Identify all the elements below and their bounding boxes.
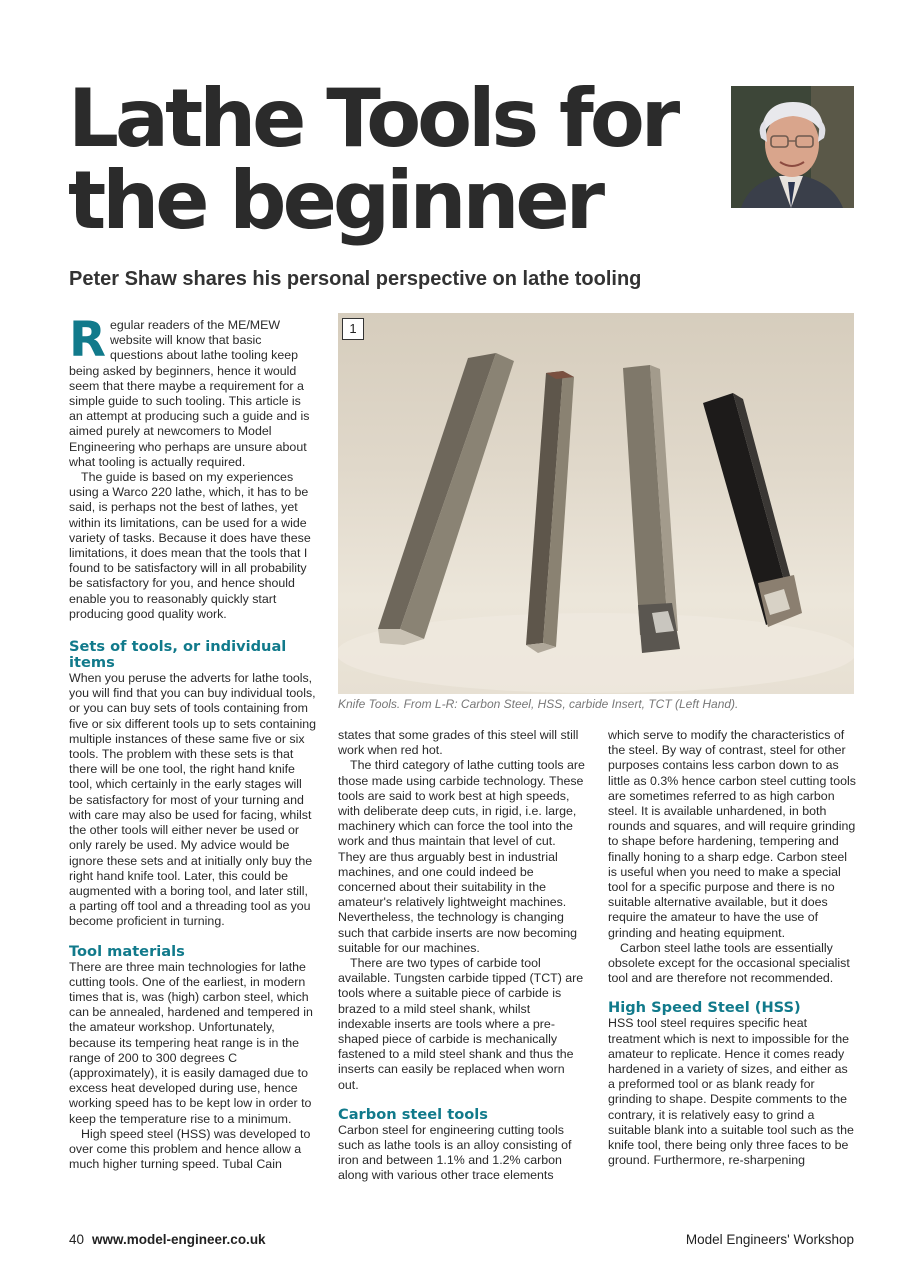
figure-1-photo	[338, 313, 854, 694]
knife-tools-image	[338, 313, 854, 694]
text-column-1	[69, 312, 317, 1172]
article-title	[68, 72, 688, 247]
section-heading-materials: Tool materials	[69, 942, 185, 960]
paragraph: HSS tool steel requires specific heat treatment which is next to impossible for the amateur to replicate. Hence it comes ready hardened in a variety of sizes, and either as a preformed tool or as blank ready for grinding to shape. Despite comments to the contrary, it is relatively easy to grind a suitable blank into a suitable tool such as the knife tool, there being only three faces to be ground. Furthermore, re-sharpening	[608, 1016, 854, 1168]
footer-left	[69, 1232, 266, 1247]
title-line-1: Lathe Tools for	[68, 72, 677, 165]
paragraph: which serve to modify the characteristics of the steel. By way of contrast, steel for other purposes contains less carbon down to as little as 0.3% hence carbon steel cutting tools are sometimes referred to as high carbon steel. It is available unhardened, in both rounds and squares, and will require grinding to shape before hardening, tempering and finally honing to a sharp edge. Carbon steel is useful when you need to make a special tool for a specific purpose and there is no suitable alternative available, but it does require the amateur to have the use of grinding and heating equipment.	[608, 728, 856, 940]
paragraph: High speed steel (HSS) was developed to over come this problem and hence allow a much higher turning speed. Tubal Cain	[69, 1126, 311, 1172]
website-url: www.model-engineer.co.uk	[92, 1232, 266, 1247]
paragraph: Carbon steel lathe tools are essentially obsolete except for the occasional specialist tool and are therefore not recommended.	[608, 940, 850, 986]
paragraph: The guide is based on my experiences using a Warco 220 lathe, which, it has to be said, is perhaps not the best of lathes, yet within its limitations, can be used for a wide variety of tasks. Because it does have these limitations, it does mean that the tools that I found to be satisfactory will in all probability be satisfactory for you, and hence should enable you to reasonably quickly start producing good quality work.	[69, 470, 311, 621]
paragraph: There are three main technologies for lathe cutting tools. One of the earliest, in modern times that is, was (high) carbon steel, which can be annealed, hardened and tempered in the amateur workshop. Unfortunately, because its tempering heat range is in the range of 200 to 300 degrees C (approximately), it is easily damaged due to excess heat developed during use, hence working speed has to be kept low in order to keep the temperature rise to a minimum.	[69, 959, 313, 1126]
figure-caption: Knife Tools. From L-R: Carbon Steel, HSS, carbide Insert, TCT (Left Hand).	[338, 697, 739, 711]
article-subtitle: Peter Shaw shares his personal perspective on lathe tooling	[69, 268, 642, 290]
section-heading-carbon: Carbon steel tools	[338, 1105, 488, 1123]
author-portrait	[731, 86, 854, 208]
paragraph: states that some grades of this steel will still work when red hot.	[338, 728, 579, 758]
title-line-2: the beginner	[68, 154, 602, 247]
paragraph: The third category of lathe cutting tools are those made using carbide technology. These tools are said to work best at high speeds, with deliberate deep cuts, in rigid, i.e. large, machinery which can force the tool into the work and thus maintain that level of cut. They are thus arguably best in industrial machines, and one could indeed be concerned about their suitability in the amateur's relatively lightweight machines. Nevertheless, the technology is changing such that carbide inserts are now becoming suitable for our machines.	[338, 758, 585, 955]
paragraph: When you peruse the adverts for lathe tools, you will find that you can buy individual tools, or you can buy sets of tools containing from five or six different tools up to sets containing multiple instances of these same five or six tools. The problem with these sets is that there will be one tool, the right hand knife tool, which certainly in the early stages will be satisfactory for most of your turning and with care may also be used for facing, whilst the other tools will either never be used or only rarely be used. My advice would be ignore these sets and at initially only buy the right hand knife tool. Later, this could be augmented with a boring tool, and later still, a parting off tool and a threading tool as you become proficient in turning.	[69, 671, 317, 929]
paragraph: Carbon steel for engineering cutting tools such as lathe tools is an alloy consisting of iron and between 1.1% and 1.2% carbon along with various other trace elements	[338, 1122, 572, 1183]
drop-cap: R	[69, 312, 106, 368]
text-column-2	[338, 728, 586, 1184]
page-number: 40	[69, 1232, 85, 1247]
section-heading-sets: Sets of tools, or individual items	[69, 638, 287, 672]
figure-number: 1	[342, 318, 364, 340]
intro-paragraph: Regular readers of the ME/MEW website will know that basic questions about lathe tooling keep being asked by beginners, hence it would seem that there maybe a requirement for a simple guide to such tooling. This article is an attempt at producing such a guide and is aimed purely at newcomers to Model Engineering who perhaps are unsure about what tooling is actually required.	[69, 312, 310, 469]
section-heading-hss: High Speed Steel (HSS)	[608, 999, 801, 1017]
text-column-3	[608, 728, 856, 1168]
magazine-name: Model Engineers' Workshop	[685, 1232, 854, 1247]
author-portrait-image	[731, 86, 854, 208]
paragraph: There are two types of carbide tool available. Tungsten carbide tipped (TCT) are tools where a suitable piece of carbide is brazed to a mild steel shank, whilst indexable inserts are tools where a pre-shaped piece of carbide is mechanically fastened to a mild steel shank and thus the inserts can easily be replaced when worn out.	[338, 956, 584, 1092]
